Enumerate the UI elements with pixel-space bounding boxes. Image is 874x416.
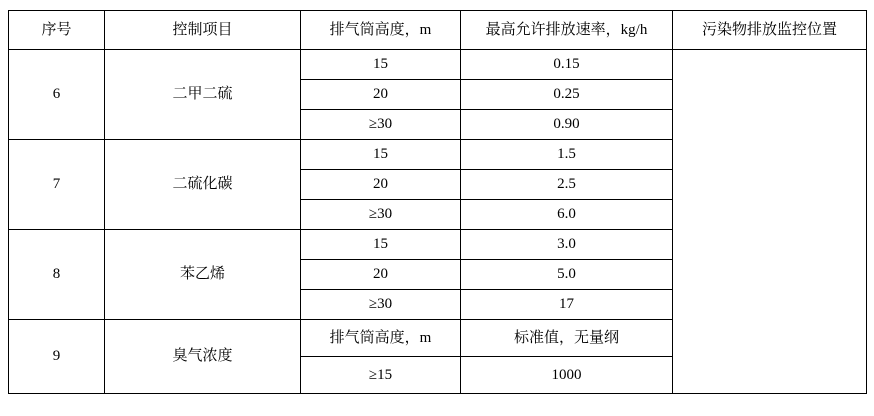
cell-stack-height: 20 xyxy=(301,260,461,290)
cell-stack-height: 20 xyxy=(301,80,461,110)
cell-stack-height: 15 xyxy=(301,50,461,80)
cell-max-rate: 5.0 xyxy=(461,260,673,290)
cell-stack-height: ≥30 xyxy=(301,110,461,140)
table-header xyxy=(9,11,867,50)
cell-max-rate: 1.5 xyxy=(461,140,673,170)
cell-item: 臭气浓度 xyxy=(105,320,301,394)
cell-item: 二甲二硫 xyxy=(105,50,301,140)
header-cell-stack-height: 排气筒高度，m xyxy=(301,11,461,50)
cell-stack-height: ≥30 xyxy=(301,290,461,320)
cell-stack-height: 20 xyxy=(301,170,461,200)
cell-max-rate: 3.0 xyxy=(461,230,673,260)
cell-stack-height: ≥15 xyxy=(301,357,461,394)
table-header-row xyxy=(9,11,867,50)
header-cell-no: 序号 xyxy=(9,11,105,50)
cell-stack-height: 排气筒高度，m xyxy=(301,320,461,357)
cell-no: 9 xyxy=(9,320,105,394)
cell-max-rate: 17 xyxy=(461,290,673,320)
header-cell-item: 控制项目 xyxy=(105,11,301,50)
header-cell-monitor-position: 污染物排放监控位置 xyxy=(673,11,867,50)
cell-monitor-position xyxy=(673,50,867,394)
cell-max-rate: 1000 xyxy=(461,357,673,394)
cell-max-rate: 0.25 xyxy=(461,80,673,110)
cell-no: 8 xyxy=(9,230,105,320)
cell-max-rate: 0.15 xyxy=(461,50,673,80)
cell-max-rate: 6.0 xyxy=(461,200,673,230)
cell-stack-height: 15 xyxy=(301,140,461,170)
cell-stack-height: ≥30 xyxy=(301,200,461,230)
cell-no: 6 xyxy=(9,50,105,140)
cell-max-rate: 标准值，无量纲 xyxy=(461,320,673,357)
table-body xyxy=(9,50,867,394)
cell-max-rate: 0.90 xyxy=(461,110,673,140)
cell-no: 7 xyxy=(9,140,105,230)
emission-standards-table xyxy=(8,10,867,394)
cell-item: 二硫化碳 xyxy=(105,140,301,230)
table-row xyxy=(9,50,867,80)
cell-item: 苯乙烯 xyxy=(105,230,301,320)
cell-stack-height: 15 xyxy=(301,230,461,260)
cell-max-rate: 2.5 xyxy=(461,170,673,200)
header-cell-max-rate: 最高允许排放速率，kg/h xyxy=(461,11,673,50)
